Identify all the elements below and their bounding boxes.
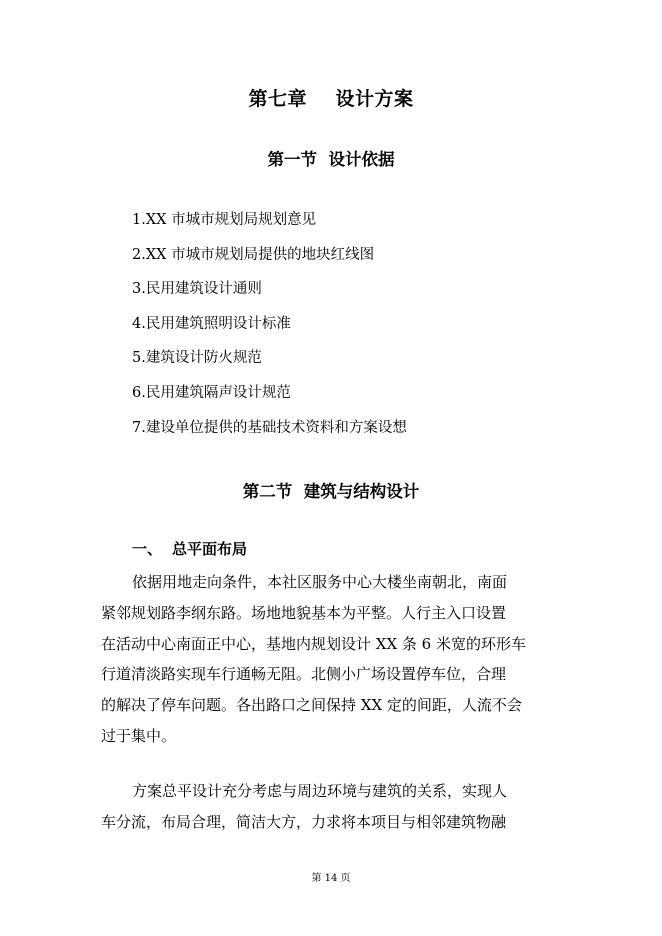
paragraph-line: 行道清淡路实现车行通畅无阻。北侧小广场设置停车位，合理 [101,665,507,684]
paragraph-line: 紧邻规划路李纲东路。场地地貌基本为平整。人行主入口设置 [101,603,507,622]
paragraph-line: 过于集中。 [101,726,177,745]
list-item: 1.XX 市城市规划局规划意见 [132,212,317,228]
list-item: 3.民用建筑设计通则 [132,281,262,298]
paragraph-line: 在活动中心南面正中心，基地内规划设计 XX 条 6 米宽的环形车 [101,634,526,653]
paragraph-line: 方案总平设计充分考虑与周边环境与建筑的关系，实现人 [132,782,508,800]
list-item: 2.XX 市城市规划局提供的地块红线图 [132,246,375,263]
paragraph-line: 依据用地走向条件，本社区服务中心大楼坐南朝北，南面 [132,573,508,591]
paragraph-plan-design [101,776,541,838]
list-item: 4.民用建筑照明设计标准 [132,315,291,332]
subheading-number: 一、 [132,540,163,558]
page-number: 第 14 页 [311,873,351,884]
reference-list [132,203,407,445]
paragraph-line: 的解决了停车问题。各出路口之间保持 XX 定的间距，人流不会 [101,696,522,715]
subheading-text: 总平面布局 [172,540,248,558]
chapter-title: 第七章 设计方案 [248,88,414,110]
list-item: 6.民用建筑隔声设计规范 [132,384,291,401]
paragraph-line: 车分流，布局合理，简洁大方，力求将本项目与相邻建筑物融 [101,812,507,831]
list-item: 7.建设单位提供的基础技术资料和方案设想 [132,419,407,436]
section-title-architecture-structure: 第二节 建筑与结构设计 [242,482,420,501]
subheading-site-layout [132,538,247,559]
list-item: 5.建筑设计防火规范 [132,350,262,367]
section-title-design-basis: 第一节 设计依据 [267,150,395,169]
paragraph-site-layout [101,567,541,752]
